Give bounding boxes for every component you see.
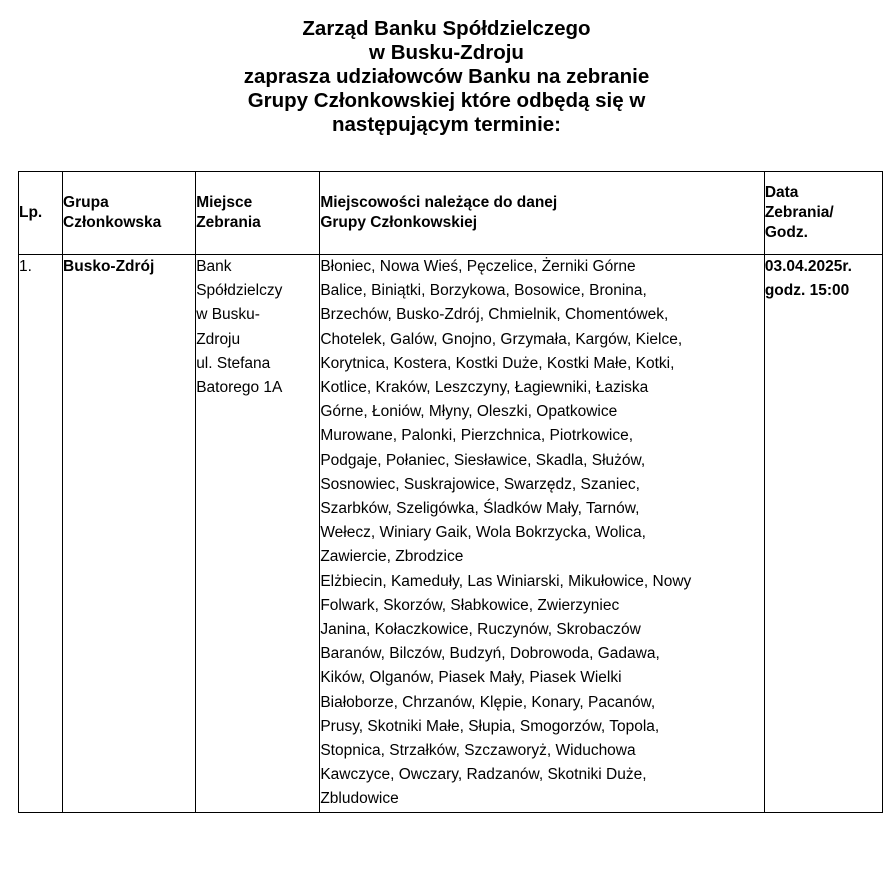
place-line: Bank — [196, 258, 232, 275]
towns-line: Błoniec, Nowa Wieś, Pęczelice, Żerniki Górne — [320, 258, 636, 275]
place-line: Batorego 1A — [196, 379, 283, 397]
header-place-line: Miejsce — [196, 194, 253, 211]
heading-line: Zarząd Banku Spółdzielczego — [302, 17, 591, 40]
place-line: ul. Stefana — [196, 354, 271, 372]
towns-line: Wełecz, Winiary Gaik, Wola Bokrzycka, Wolica, — [320, 524, 646, 542]
towns-line: Podgaje, Połaniec, Siesławice, Skadla, Służów, — [320, 451, 646, 469]
towns-line: Balice, Biniątki, Borzykowa, Bosowice, Bronina, — [320, 282, 647, 300]
header-date-line: Godz. — [764, 224, 808, 241]
header-place — [196, 172, 320, 255]
heading-line: zaprasza udziałowców Banku na zebranie — [243, 65, 650, 88]
header-towns-line: Miejscowości należące do danej — [320, 194, 558, 211]
meeting-time: godz. 15:00 — [764, 282, 850, 300]
header-towns — [320, 172, 765, 255]
towns-line: Stopnica, Strzałków, Szczaworyż, Widuchowa — [320, 742, 636, 760]
header-towns-line: Grupy Członkowskiej — [320, 214, 478, 231]
towns-line: Zawiercie, Zbrodzice — [320, 548, 464, 566]
group-name: Busko-Zdrój — [63, 258, 155, 275]
place-line: w Busku- — [196, 306, 260, 324]
heading-line: Grupy Członkowskiej które odbędą się w — [247, 89, 646, 112]
meetings-table — [18, 171, 883, 813]
header-lp-label: Lp. — [19, 204, 43, 221]
heading-line: w Busku-Zdroju — [369, 41, 524, 64]
towns-line: Baranów, Bilczów, Budzyń, Dobrowoda, Gadawa, — [320, 645, 660, 663]
towns-line: Chotelek, Galów, Gnojno, Grzymała, Kargów, Kielce, — [320, 330, 683, 348]
towns-line: Elżbiecin, Kameduły, Las Winiarski, Mikułowice, Nowy — [320, 572, 692, 590]
towns-line: Kików, Olganów, Piasek Mały, Piasek Wielki — [320, 669, 622, 687]
towns-line: Folwark, Skorzów, Słabkowice, Zwierzyniec — [320, 596, 620, 614]
row-number: 1. — [19, 258, 32, 275]
meeting-date: 03.04.2025r. — [764, 258, 852, 275]
towns-line: Sosnowiec, Suskrajowice, Swarzędz, Szaniec, — [320, 475, 640, 493]
table-row — [19, 255, 883, 813]
place-line: Zdroju — [196, 330, 241, 348]
towns-line: Zbludowice — [320, 790, 399, 808]
cell-towns — [320, 255, 765, 813]
table-header-row — [19, 172, 883, 255]
heading-line: następującym terminie: — [332, 113, 561, 136]
header-group — [63, 172, 196, 255]
header-group-line: Członkowska — [63, 214, 162, 231]
towns-line: Szarbków, Szeligówka, Śladków Mały, Tarnów, — [320, 500, 640, 518]
towns-line: Korytnica, Kostera, Kostki Duże, Kostki Małe, Kotki, — [320, 354, 675, 372]
place-line: Spółdzielczy — [196, 282, 283, 300]
towns-line: Brzechów, Busko-Zdrój, Chmielnik, Chomentówek, — [320, 306, 669, 324]
header-date-line: Data — [764, 184, 799, 201]
header-group-line: Grupa — [63, 194, 109, 211]
header-date — [764, 172, 882, 255]
header-place-line: Zebrania — [196, 214, 261, 231]
header-date-line: Zebrania/ — [764, 204, 834, 221]
towns-line: Kotlice, Kraków, Leszczyny, Łagiewniki, Łaziska — [320, 379, 649, 397]
towns-line: Murowane, Palonki, Pierzchnica, Piotrkowice, — [320, 427, 634, 445]
cell-date — [764, 255, 882, 813]
cell-group — [63, 255, 196, 813]
header-lp — [19, 172, 63, 255]
invitation-heading — [0, 17, 893, 137]
towns-line: Górne, Łoniów, Młyny, Oleszki, Opatkowice — [320, 403, 618, 421]
towns-line: Białoborze, Chrzanów, Klępie, Konary, Pacanów, — [320, 693, 656, 711]
cell-lp — [19, 255, 63, 813]
towns-line: Prusy, Skotniki Małe, Słupia, Smogorzów, Topola, — [320, 717, 660, 735]
towns-line: Janina, Kołaczkowice, Ruczynów, Skrobaczów — [320, 621, 641, 639]
cell-place — [196, 255, 320, 813]
towns-line: Kawczyce, Owczary, Radzanów, Skotniki Duże, — [320, 766, 647, 784]
